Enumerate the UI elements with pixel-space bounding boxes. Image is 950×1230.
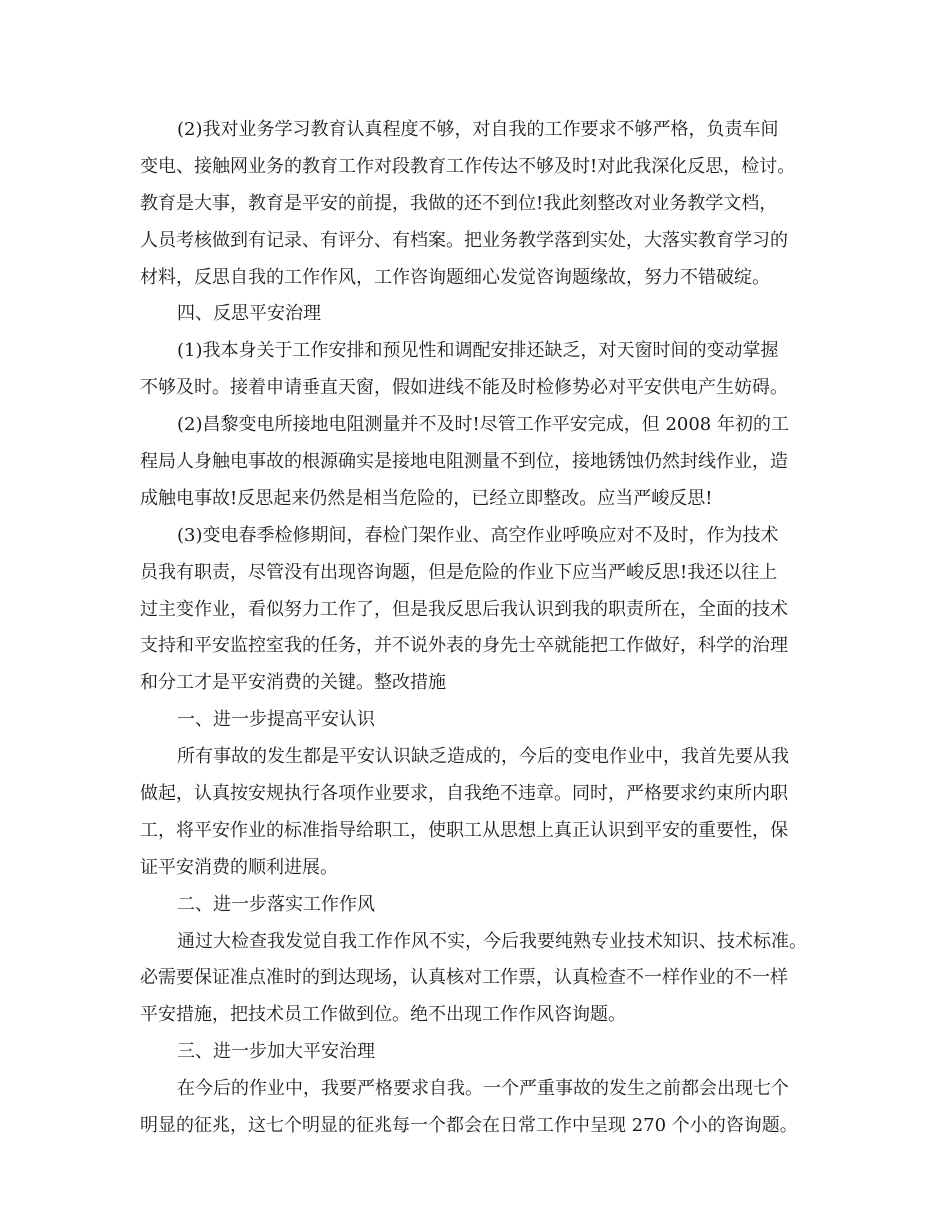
text-line: 不够及时。接着申请垂直天窗，假如进线不能及时检修势必对平安供电产生妨碍。 bbox=[140, 377, 788, 399]
text-line: 支持和平安监控室我的任务，并不说外表的身先士卒就能把工作做好，科学的治理 bbox=[140, 635, 788, 657]
document-body bbox=[140, 112, 810, 1145]
text-line: (2)昌黎变电所接地电阻测量并不及时!尽管工作平安完成，但 2008 年初的工 bbox=[177, 414, 789, 436]
text-line: (2)我对业务学习教育认真程度不够，对自我的工作要求不够严格，负责车间 bbox=[177, 119, 779, 140]
text-line: 成触电事故!反思起来仍然是相当危险的，已经立即整改。应当严峻反思! bbox=[140, 487, 713, 509]
text-line: 材料，反思自我的工作作风，工作咨询题细心发觉咨询题缘故，努力不错破绽。 bbox=[140, 266, 770, 288]
text-line: 员我有职责，尽管没有出现咨询题，但是危险的作业下应当严峻反思!我还以往上 bbox=[140, 561, 778, 583]
text-line: 四、反思平安治理 bbox=[177, 303, 321, 325]
text-line: 变电、接触网业务的教育工作对段教育工作传达不够及时!对此我深化反思，检讨。 bbox=[140, 155, 796, 177]
text-line: 教育是大事，教育是平安的前提，我做的还不到位!我此刻整改对业务教学文档， bbox=[140, 192, 778, 214]
text-line: 做起，认真按安规执行各项作业要求，自我绝不违章。同时，严格要求约束所内职 bbox=[140, 783, 788, 805]
text-line: 一、进一步提高平安认识 bbox=[177, 709, 375, 731]
text-line: 证平安消费的顺利进展。 bbox=[140, 856, 338, 878]
text-line: 三、进一步加大平安治理 bbox=[177, 1041, 375, 1063]
text-line: (3)变电春季检修期间，春检门架作业、高空作业呼唤应对不及时，作为技术 bbox=[177, 524, 779, 546]
text-line: 过主变作业，看似努力工作了，但是我反思后我认识到我的职责所在，全面的技术 bbox=[140, 598, 788, 620]
text-line: 所有事故的发生都是平安认识缺乏造成的，今后的变电作业中，我首先要从我 bbox=[177, 746, 789, 768]
text-line: 明显的征兆，这七个明显的征兆每一个都会在日常工作中呈现 270 个小的咨询题。 bbox=[140, 1115, 798, 1137]
text-line: 通过大检查我发觉自我工作作风不实，今后我要纯熟专业技术知识、技术标准。 bbox=[177, 930, 807, 952]
text-line: 工，将平安作业的标准指导给职工，使职工从思想上真正认识到平安的重要性，保 bbox=[140, 819, 788, 841]
text-line: 必需要保证准点准时的到达现场，认真核对工作票，认真检查不一样作业的不一样 bbox=[140, 967, 788, 989]
text-line: 和分工才是平安消费的关键。整改措施 bbox=[140, 672, 446, 694]
text-line: 平安措施，把技术员工作做到位。绝不出现工作作风咨询题。 bbox=[140, 1004, 626, 1026]
text-line: 在今后的作业中，我要严格要求自我。一个严重事故的发生之前都会出现七个 bbox=[177, 1078, 789, 1100]
text-line: 人员考核做到有记录、有评分、有档案。把业务教学落到实处，大落实教育学习的 bbox=[140, 229, 788, 251]
text-line: (1)我本身关于工作安排和预见性和调配安排还缺乏，对天窗时间的变动掌握 bbox=[177, 340, 779, 362]
text-line: 程局人身触电事故的根源确实是接地电阻测量不到位，接地锈蚀仍然封线作业，造 bbox=[140, 451, 788, 473]
text-line: 二、进一步落实工作作风 bbox=[177, 893, 375, 915]
